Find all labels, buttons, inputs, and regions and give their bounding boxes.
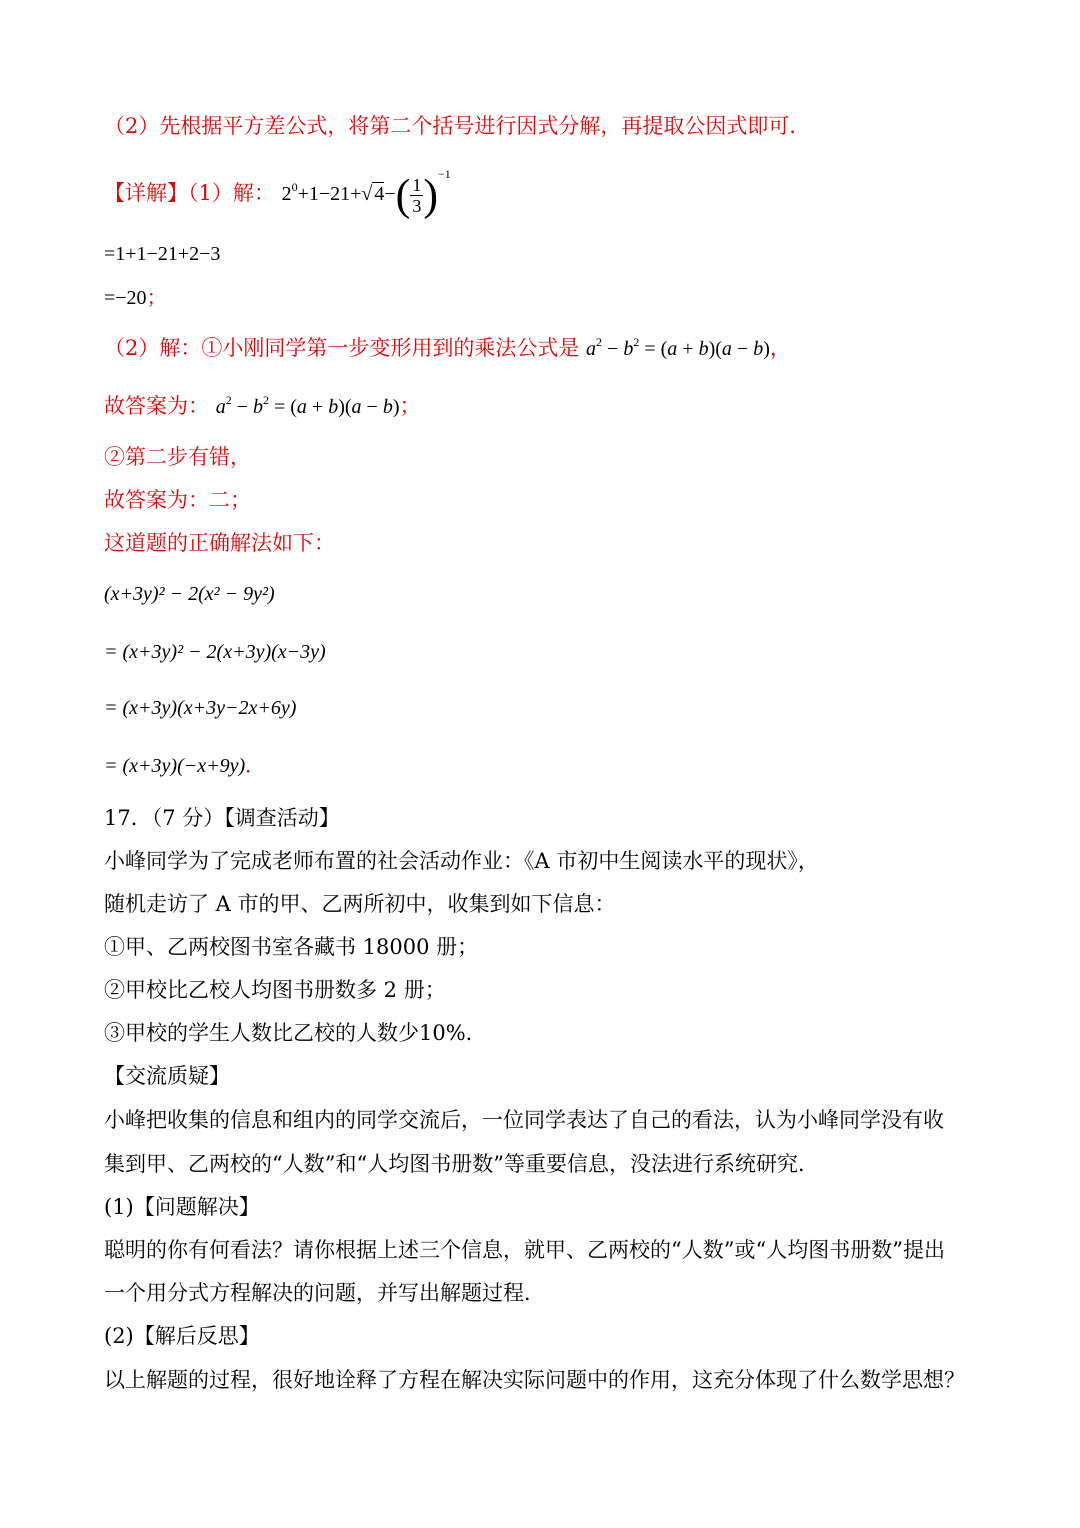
info-2: ②甲校比乙校人均图书册数多 2 册；: [104, 978, 446, 1002]
answer-line-2: 故答案为：二；: [104, 488, 251, 512]
info-1: ①甲、乙两校图书室各藏书 18000 册；: [104, 935, 479, 959]
q17-line-1: 小峰同学为了完成老师布置的社会活动作业：《A 市初中生阅读水平的现状》，: [104, 849, 819, 873]
q1-header: (1)【问题解决】: [104, 1195, 260, 1219]
part2-text: （2）解：①小刚同学第一步变形用到的乘法公式是: [104, 336, 580, 360]
calc-line-4-expr: = (x+3y)(−x+9y): [104, 755, 246, 777]
formula-comma: ，: [769, 336, 791, 360]
q1-line-2: 一个用分式方程解决的问题，并写出解题过程．: [104, 1281, 545, 1305]
diff-squares-formula: $a^2 - b^2 = (a + b)(a - b)$: [586, 335, 770, 360]
expr-sqrt-value: 4: [374, 183, 385, 205]
expression-1: $2^0+1-21+√$ 4−( $\frac{1}{3}$ )$^{-1}$: [281, 167, 451, 220]
expr-middle: +1−21+: [297, 183, 362, 205]
exchange-line-2: 集到甲、乙两校的“人数”和“人均图书册数”等重要信息，没法进行系统研究．: [104, 1152, 819, 1176]
step2-error: ②第二步有错，: [104, 445, 251, 469]
part2-line: [104, 334, 791, 363]
detail-part1-label: （1）解：: [188, 181, 275, 205]
part2-hint: （2）先根据平方差公式，将第二个括号进行因式分解，再提取公因式即可．: [104, 114, 811, 138]
answer-prefix: 故答案为：: [104, 394, 209, 418]
step-2-punct: ；: [146, 287, 167, 309]
q17-line-2: 随机走访了 A 市的甲、乙两所初中，收集到如下信息：: [104, 892, 616, 916]
info-3: ③甲校的学生人数比乙校的人数少10%．: [104, 1021, 487, 1045]
expr-exponent-zero: 0: [291, 180, 298, 194]
q1-line-1: 聪明的你有何看法？请你根据上述三个信息，就甲、乙两校的“人数”或“人均图书册数”提出: [104, 1238, 945, 1262]
detail-label: 【详解】: [104, 181, 188, 205]
fraction-denominator: 3: [412, 195, 422, 216]
calc-end: ．: [245, 755, 266, 777]
answer-line-1: [104, 392, 421, 421]
q17-header: 17．（7 分）【调查活动】: [104, 806, 340, 830]
calc-line-3: = (x+3y)(x+3y−2x+6y): [104, 697, 297, 719]
fraction-numerator: 1: [412, 174, 422, 195]
expr-fraction: [410, 175, 423, 216]
step-2: [104, 284, 167, 312]
detail-part1-line: [104, 167, 451, 220]
q2-header: (2)【解后反思】: [104, 1324, 260, 1348]
q2-line-1: 以上解题的过程，很好地诠释了方程在解决实际问题中的作用，这充分体现了什么数学思想？: [104, 1368, 965, 1392]
exchange-line-1: 小峰把收集的信息和组内的同学交流后，一位同学表达了自己的看法，认为小峰同学没有收: [104, 1108, 944, 1132]
expr-exponent-neg1: −1: [437, 167, 451, 181]
expr-base: 2: [281, 183, 292, 205]
calc-line-2: = (x+3y)² − 2(x+3y)(x−3y): [104, 641, 326, 663]
calc-line-1: (x+3y)² − 2(x² − 9y²): [104, 583, 275, 605]
step-1: =1+1−21+2−3: [104, 243, 221, 265]
step-2-value: =−20: [104, 287, 147, 309]
expr-minus: −: [384, 183, 396, 205]
answer-formula: $a^2 - b^2 = (a + b)(a - b)$: [215, 393, 400, 418]
correct-intro: 这道题的正确解法如下：: [104, 531, 335, 555]
answer-semicolon: ；: [399, 394, 421, 418]
exchange-header: 【交流质疑】: [104, 1064, 230, 1088]
calc-line-4: [104, 752, 265, 780]
